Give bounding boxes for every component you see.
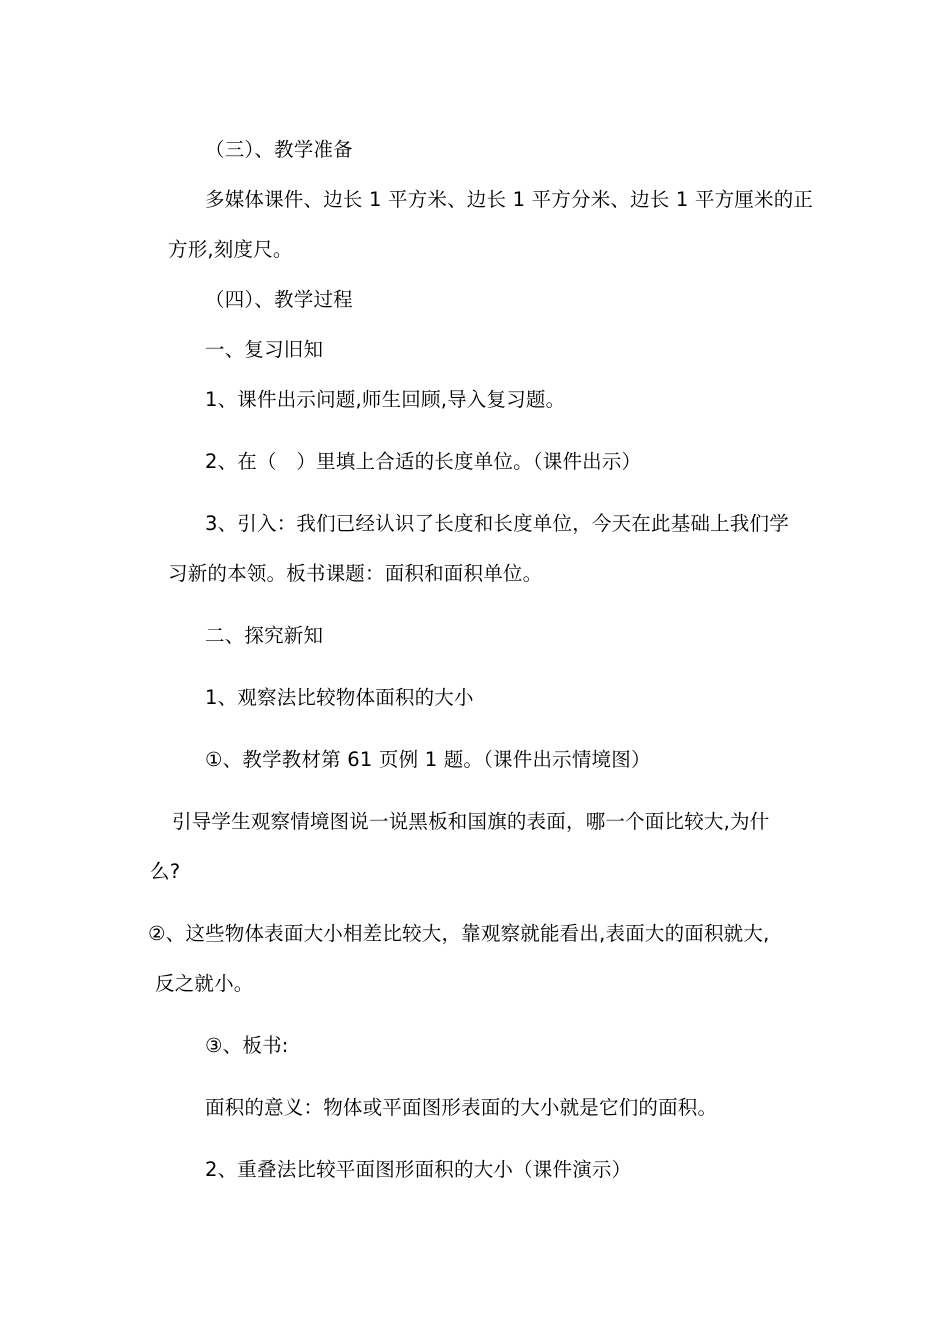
paragraph-line: 2、在（ ）里填上合适的长度单位。（课件出示） bbox=[205, 450, 642, 473]
paragraph-line: 1、观察法比较物体面积的大小 bbox=[205, 686, 474, 709]
paragraph-line: ①、教学教材第 61 页例 1 题。（课件出示情境图） bbox=[205, 748, 651, 771]
paragraph-line: 么? bbox=[150, 860, 181, 883]
paragraph-line: 习新的本领。板书课题：面积和面积单位。 bbox=[168, 562, 543, 585]
paragraph-line: 1、课件出示问题,师生回顾,导入复习题。 bbox=[205, 388, 566, 411]
paragraph-line: 多媒体课件、边长 1 平方米、边长 1 平方分米、边长 1 平方厘米的正 bbox=[205, 188, 814, 211]
paragraph-line: 2、重叠法比较平面图形面积的大小（课件演示） bbox=[205, 1158, 632, 1181]
heading-teaching-preparation: （三）、教学准备 bbox=[205, 138, 353, 161]
paragraph-line: 方形,刻度尺。 bbox=[168, 238, 293, 261]
paragraph-line: 面积的意义：物体或平面图形表面的大小就是它们的面积。 bbox=[205, 1096, 718, 1119]
heading-explore: 二、探究新知 bbox=[205, 624, 324, 647]
paragraph-line: 3、引入：我们已经认识了长度和长度单位，今天在此基础上我们学 bbox=[205, 512, 789, 535]
heading-teaching-process: （四）、教学过程 bbox=[205, 288, 353, 311]
heading-review: 一、复习旧知 bbox=[205, 338, 324, 361]
paragraph-line: 引导学生观察情境图说一说黑板和国旗的表面，哪一个面比较大,为什 bbox=[172, 810, 770, 833]
paragraph-line: 反之就小。 bbox=[155, 972, 254, 995]
paragraph-line: ②、这些物体表面大小相差比较大，靠观察就能看出,表面大的面积就大, bbox=[148, 922, 770, 945]
paragraph-line: ③、板书: bbox=[205, 1034, 289, 1057]
